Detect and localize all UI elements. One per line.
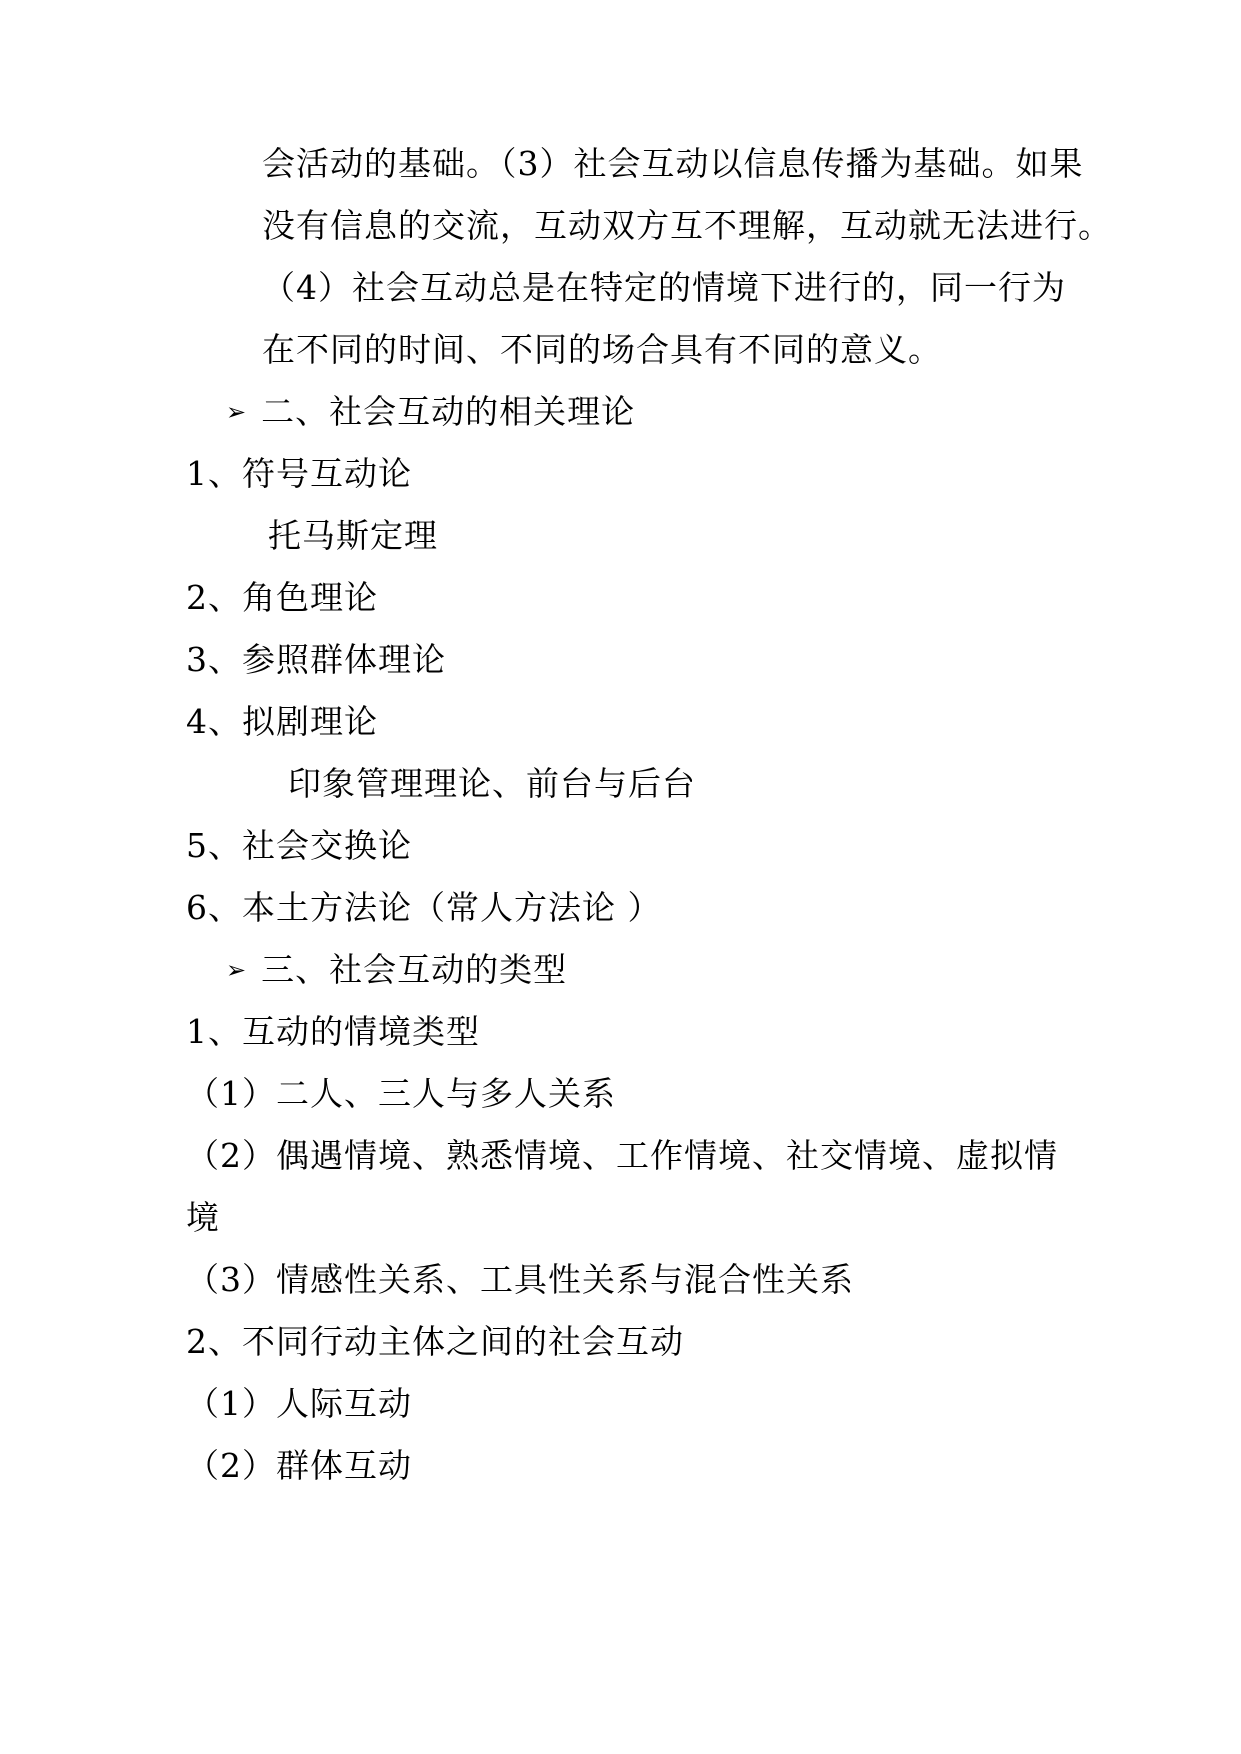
list-item: 6、本土方法论（常人方法论 ）: [186, 888, 662, 927]
list-item: 2、不同行动主体之间的社会互动: [186, 1322, 684, 1361]
sub-item: 印象管理理论、前台与后台: [288, 764, 696, 803]
list-item: 2、角色理论: [186, 578, 378, 617]
list-item: （2）群体互动: [186, 1446, 412, 1485]
list-item: 1、符号互动论: [186, 454, 412, 493]
section-heading-text: 二、社会互动的相关理论: [261, 392, 636, 431]
list-item: 3、参照群体理论: [186, 640, 446, 679]
section-heading-text: 三、社会互动的类型: [261, 950, 568, 989]
list-item: 4、拟剧理论: [186, 702, 378, 741]
paragraph-line-3: （4）社会互动总是在特定的情境下进行的，同一行为: [262, 268, 1066, 307]
list-item: 境: [186, 1198, 220, 1237]
sub-item: 托马斯定理: [268, 516, 438, 555]
list-item: （1）二人、三人与多人关系: [186, 1074, 616, 1113]
arrow-bullet-icon: ➢: [226, 956, 248, 984]
paragraph-line-2: 没有信息的交流，互动双方互不理解，互动就无法进行。: [262, 206, 1112, 245]
list-item: （1）人际互动: [186, 1384, 412, 1423]
list-item: 1、互动的情境类型: [186, 1012, 480, 1051]
paragraph-line-4: 在不同的时间、不同的场合具有不同的意义。: [262, 330, 942, 369]
paragraph-line-1: 会活动的基础。（3）社会互动以信息传播为基础。如果: [262, 144, 1084, 183]
list-item: （2）偶遇情境、熟悉情境、工作情境、社交情境、虚拟情: [186, 1136, 1058, 1175]
list-item: （3）情感性关系、工具性关系与混合性关系: [186, 1260, 854, 1299]
section-heading-2: [226, 392, 635, 435]
list-item: 5、社会交换论: [186, 826, 412, 865]
section-heading-3: [226, 950, 567, 993]
arrow-bullet-icon: ➢: [226, 398, 248, 426]
